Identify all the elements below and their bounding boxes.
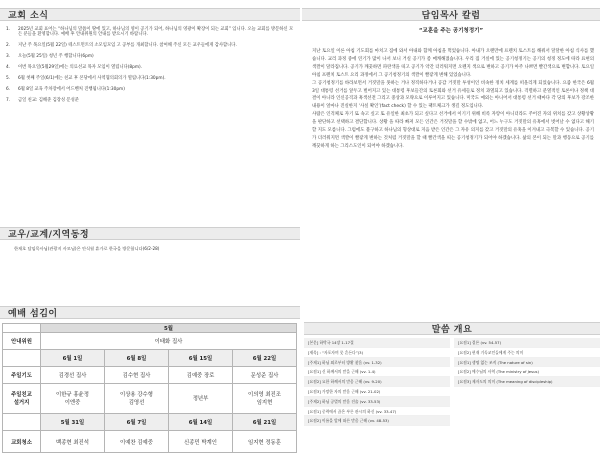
- serving-table: [2, 323, 297, 453]
- sermon-summary: [304, 338, 600, 426]
- list-item: [요점2] 예수님의 사역 (The ministry of Jesus): [454, 367, 600, 377]
- table-cell: 이한규 홍윤정 이엔중: [41, 384, 105, 414]
- news-item-text: 이번 목요일(5월29일)에는 의료선교 목자 모임이 열립니다(8pm).: [18, 64, 143, 70]
- list-item: [요점3] 제자도의 의미 (The meaning of discipleship): [454, 377, 600, 387]
- pastor-column-subtitle: “교훈을 주는 공기청정기”: [418, 28, 484, 34]
- table-cell: [3, 324, 41, 333]
- list-item: [제목] : “자포자며 못 흔든다”(3): [304, 348, 450, 358]
- table-cell: 신종민 박계인: [169, 431, 233, 453]
- table-cell: [3, 414, 41, 431]
- church-news-list: [6, 27, 296, 109]
- table-row: [3, 431, 297, 453]
- news-item-number: 5.: [6, 75, 11, 81]
- table-cell: 김수현 집사: [105, 367, 169, 384]
- sermon-left-column: [304, 338, 450, 426]
- date-cell: 6월 8일: [105, 350, 169, 367]
- table-cell: 이상용 강수형 김영선: [105, 384, 169, 414]
- usher-name: 이태화 집사: [41, 333, 297, 350]
- list-item: [요점3] 가망한 자의 맏음 근해 (vv. 21-02): [304, 387, 450, 397]
- news-item-number: 3.: [6, 54, 11, 60]
- date-cell: 6월 1일: [41, 350, 105, 367]
- row-label: 안내위원: [3, 333, 41, 350]
- row-label: 주일기도: [3, 367, 41, 384]
- date-cell: 6월 14일: [169, 414, 233, 431]
- list-item: [요점2] 요한 하께서의 맏음 근해 (vv. 9-20): [304, 377, 450, 387]
- table-row: [3, 324, 297, 333]
- list-item: [주제1] 하님 외로부터 방황 찾음 (vv. 1-32): [304, 358, 450, 368]
- news-item-text: 6월 8일 교육 주차장에서 어드벤처 진행됩니다(1:30pm): [18, 86, 125, 92]
- news-item: [6, 76, 296, 81]
- table-row: [3, 333, 297, 350]
- news-item: [6, 54, 296, 59]
- news-item-number: 4.: [6, 64, 11, 70]
- news-item-text: 2025년 교회 표어는 “하나님의 말씀이 땅에 있고, 하나님의 영이 공기가 되어, 하나님의 영광이 확장이 되는 교회” 입니다. 오늘 교회를 방문하신 모든 분들을 환영합니다. 예배 후 안내위원의 안내를 받으시기 바랍니다.: [18, 27, 294, 38]
- news-item-number: 2.: [6, 43, 11, 49]
- list-item: [본문] 하박국 14장 1-17절: [304, 338, 450, 348]
- date-cell: 6월 21일: [233, 414, 297, 431]
- table-cell: 문성준 집사: [233, 367, 297, 384]
- serving-title: 예배 섬김이: [8, 309, 58, 319]
- news-item-number: 7.: [6, 97, 11, 103]
- sermon-summary-title: 말씀 개요: [431, 325, 473, 335]
- news-item-number: 1.: [6, 27, 11, 32]
- sermon-summary-header: [304, 322, 600, 335]
- table-cell: 이예찬 김예중: [105, 431, 169, 453]
- church-news-header: [0, 8, 300, 21]
- news-item: [6, 27, 296, 38]
- date-cell: 6월 15일: [169, 350, 233, 367]
- news-item-number: 6.: [6, 86, 11, 92]
- table-row: [3, 384, 297, 414]
- row-label: 주일친교 설거지: [3, 384, 41, 414]
- list-item: [요점1] 신 하께서의 맏을 근해 (vv. 1-4): [304, 367, 450, 377]
- table-row: [3, 367, 297, 384]
- sermon-right-column: [454, 338, 600, 426]
- date-cell: 6월 22일: [233, 350, 297, 367]
- pastor-column-body: [312, 48, 594, 151]
- news-item: [6, 87, 296, 92]
- church-news-title: 교회 소식: [8, 11, 49, 21]
- row-label: 교회청소: [3, 431, 41, 453]
- list-item: [요점1] 중력에서 끊은 부른 관시의 하신 (vv. 33-47): [304, 407, 450, 417]
- list-item: [주제2] 하님 공멸의 맏음 진술 (vv. 33-53): [304, 397, 450, 407]
- column-paragraph: 지난 토요일 이른 아침 기도회를 마치고 집에 와서 아내와 함께 아침을 먹었습니다. 아내가 오랜만에 프렌치 토스트를 해줘서 달달한 아침 식사를 했습니다. 교리 과정 중에 연기가 많이 나서 보니 거실 공기가 좀 매캐해졌습니다. 우리 집 거실에 있는 공기청정기는 공기의 청정 정도에 따라 표현의 색깔이 달라집니다. 공기가 깨끗하면 파란색을 띠고 공기가 약간 더러워지면 오렌지 색으로 변하고 공기가 아주 나쁘면 빨간색으로 변합니다. 토요일 아침 프렌치 토스트 요리 과정에서 그 공기청정기의 색깔이 빨갛게 변해 있었습니다.: [312, 49, 594, 78]
- table-cell: 임지현 정동훈: [233, 431, 297, 453]
- announcement-text: 한재호 담임목사님(관광지 사모님)은 안식월 휴가로 한국을 방문합니다(6/2-28): [14, 246, 160, 251]
- table-cell: [3, 350, 41, 367]
- news-item-text: 지난 주 목요일(5월 22일) 테스트먼트의 소모임모임 고 공부를 개최합니다. 참여해 주신 모든 교우들에게 감사합니다.: [18, 43, 237, 49]
- table-row: [3, 350, 297, 367]
- table-cell: 정년부: [169, 384, 233, 414]
- list-item: [요점2] 현재 기독교인들에게 주는 의미: [454, 348, 600, 358]
- table-cell: 이의영 최진조 임지현: [233, 384, 297, 414]
- serving-header: [0, 306, 300, 319]
- news-item: [6, 98, 296, 103]
- date-cell: 6월 7일: [105, 414, 169, 431]
- list-item: [요점1] 결론 (vv. 54-57): [454, 338, 600, 348]
- pastor-column-title: 담임목사 칼럼: [421, 11, 481, 21]
- news-item-text: 오늘(5월 25일) 청년 주 행합니다(6pm): [18, 54, 94, 60]
- news-item: [6, 65, 296, 70]
- column-paragraph: 사람은 인격체로 자기 또 속고 싶고 또 유일한 최초가 되고 싶다고 선거에서 이기기 위해 비록 자랑이 아니더라도 주어진 자의 위치를 갖고 상황상황을 판단하고 선택하고 결단합니다. 상황 을 따라 빠져 모든 인간은 거짓말을 할 수밖에 없고, 어느 누구도 거짓말의 유혹에서 벗어날 수 없다고 해기할 지도 모릅니다. 그럼에도 불구하고 하나님의 형상대로 지음 받은 인간은 그 자유 의지를 갖고 거짓말의 유혹을 이겨내고 극복할 수 있습니다. 공기가 더러워지면 색깔이 빨갛게 변하는 것처럼 거짓말을 할 때 빨간색을 띠는 공기청정기가 되어야 하겠습니다. 삶의 본이 되는 말과 행동으로 공기를 깨끗하게 하는 그리스도인이 되어야 하겠습니다.: [312, 112, 594, 149]
- pastor-column-header: [302, 8, 600, 21]
- table-cell: 김예중 장로: [169, 367, 233, 384]
- month-cell: 5월: [41, 324, 297, 333]
- news-item-text: 금일 친교: 김해준 김장성 문성준: [18, 97, 79, 103]
- table-cell: 김경선 집사: [41, 367, 105, 384]
- table-row: [3, 414, 297, 431]
- list-item: [요점1] 생명 없는 조직 (The nature of sin): [454, 358, 600, 368]
- table-cell: 백종현 최진석: [41, 431, 105, 453]
- date-cell: 5월 31일: [41, 414, 105, 431]
- announcement-header: [0, 227, 300, 240]
- column-paragraph: 그 공기청정기를 바라보면서 거짓말을 못하는 거나 정직하다거나 공감 거짓말 투성이인 비속한 정치 세계를 떠올리게 되었습니다. 요즘 한국은 6월 3일 대통령 선거를 앞두고 벌어지고 있는 대통령 후보들간의 토론회와 선거 유세들로 정치 과열되고 있습니다. 격렬하고 분열적인 토론이나 정책 대결이 아니라 인신공격과 흑색선전 그리고 중상과 모략으로 이루어지고 있습니다. 미국도 예외는 아니어서 대통령 선거 때마다 각 당의 후보가 강조한 내용이 얼마나 진실한지 ‘사실 확인’(fact check) 할 수 있는 팩트체크가 생길 정도입니다.: [312, 80, 594, 110]
- news-item: [6, 43, 296, 48]
- list-item: [요점2] 이름을 앞에 따른 맏음 근해 (vv. 48-53): [304, 416, 450, 426]
- news-item-text: 6월 첫째 주일(6/1)에는 친교 후 본당에서 사역협의회의가 열립니다(1:30pm).: [18, 75, 166, 81]
- announcement-title: 교우/교계/지역동정: [8, 230, 90, 240]
